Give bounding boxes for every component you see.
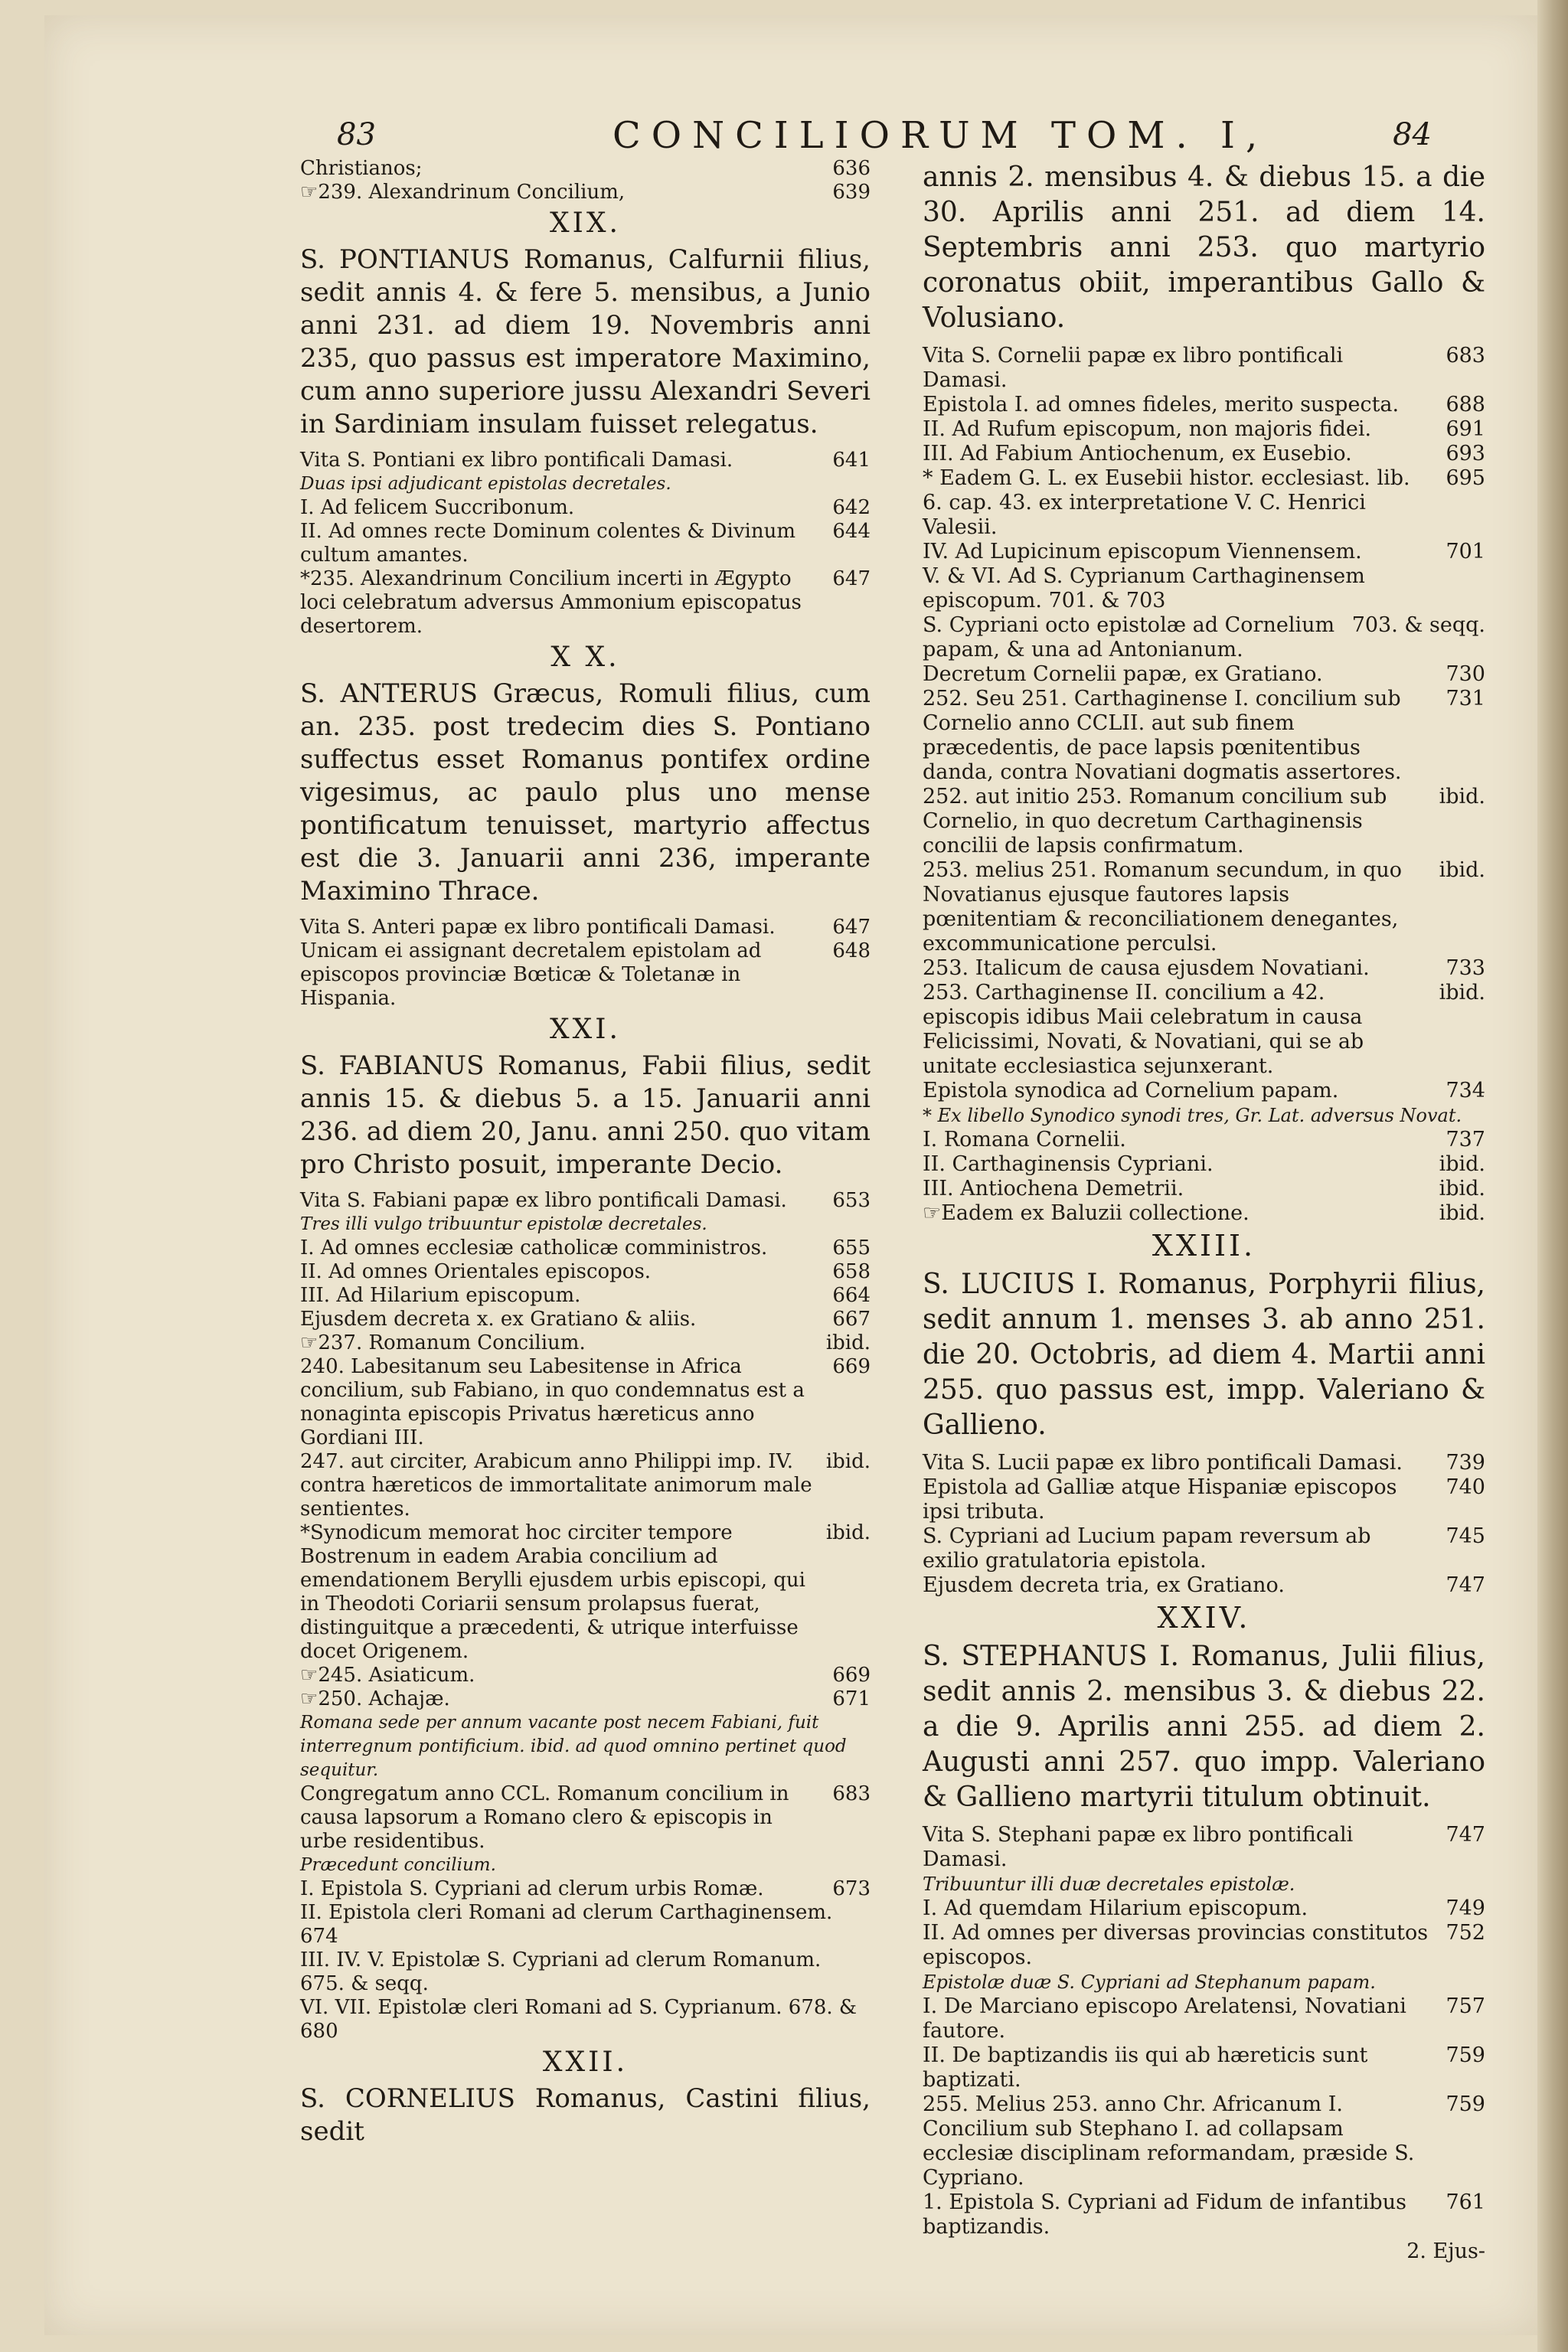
index-entry (923, 981, 1485, 1079)
entry-page-number: ibid. (825, 1331, 871, 1354)
entry-page-number: 671 (832, 1687, 871, 1710)
entry-page-number: ibid. (1439, 785, 1485, 808)
entry-page-number: 740 (1446, 1475, 1485, 1499)
index-entry (923, 956, 1485, 981)
entry-text: 1. Epistola S. Cypriani ad Fidum de infantibus baptizandis. (923, 2190, 1406, 2239)
entry-page-number: 733 (1446, 956, 1485, 980)
entry-page-number: 683 (832, 1782, 871, 1805)
index-entry (300, 1355, 871, 1450)
page-number-left: 83 (337, 117, 376, 152)
entry-page-number: 664 (832, 1284, 871, 1307)
index-entry (923, 1524, 1485, 1573)
section-numeral: XXIII. (1152, 1229, 1256, 1263)
index-entry (300, 1996, 871, 2043)
entry-page-number: 734 (1446, 1079, 1485, 1102)
italic-note: Præcedunt concilium. (300, 1855, 496, 1875)
entry-text: Vita S. Fabiani papæ ex libro pontificali Damasi. (300, 1189, 787, 1212)
entry-text: ☞ 239. Alexandrinum Concilium, (300, 181, 820, 204)
entry-page-number: 673 (832, 1877, 871, 1900)
index-entry (300, 1521, 871, 1664)
entry-text: III. IV. V. Epistolæ S. Cypriani ad clerum Romanum. 675. & seqq. (300, 1949, 822, 1995)
index-entry (923, 1177, 1485, 1201)
index-entry (300, 939, 871, 1011)
italic-note: Duas ipsi adjudicant epistolas decretales. (300, 474, 671, 494)
index-entry (300, 520, 871, 567)
entry-text: Congregatum anno CCL. Romanum concilium in causa lapsorum a Romano clero & episcopis in urbe residentibus. (300, 1782, 789, 1853)
entry-page-number: 683 (1446, 344, 1485, 368)
index-entry (923, 2190, 1485, 2239)
index-entry (300, 1687, 871, 1711)
entry-page-number: 747 (1446, 1573, 1485, 1597)
index-entry (300, 1331, 871, 1355)
entry-text: II. De baptizandis iis qui ab hæreticis sunt baptizati. (923, 2043, 1368, 2092)
index-entry (923, 2043, 1485, 2092)
index-entry (923, 2092, 1485, 2190)
entry-text: Epistola I. ad omnes fideles, merito suspecta. (923, 393, 1400, 416)
index-entry (923, 662, 1485, 687)
pope-entry: annis 2. mensibus 4. & diebus 15. a die 30. Aprilis anni 251. ad diem 14. Septembris anni 253. quo martyrio coronatus obiit, imperantibus Gallo & Volusiano. (923, 162, 1485, 334)
index-entry (923, 687, 1485, 785)
pope-entry: S. ANTERUS Græcus, Romuli filius, cum an. 235. post tredecim dies S. Pontiano suffectus esset Romanus pontifex ordine vigesimus, ac paulo plus uno mense pontificatum tenuisset, martyrio affectus est die 3. Januarii anni 236, imperante Maximino Thrace. (300, 678, 871, 906)
entry-text: II. Epistola cleri Romani ad clerum Carthaginensem. 674 (300, 1901, 833, 1948)
entry-text: 253. melius 251. Romanum secundum, in quo Novatianus ejusque fautores lapsis pœnitentiam & reconciliationem denegantes, excommunicatione perculsi. (923, 858, 1403, 956)
index-entry (923, 785, 1485, 858)
index-entry (300, 1782, 871, 1854)
index-entry (300, 1877, 871, 1901)
index-entry (923, 1079, 1485, 1103)
entry-text: II. Ad omnes recte Dominum colentes & Divinum cultum amantes. (300, 520, 795, 567)
entry-text: I. Ad felicem Succribonum. (300, 496, 575, 519)
entry-page-number: ibid. (825, 1521, 871, 1544)
entry-text: Vita S. Stephani papæ ex libro pontificali Damasi. (923, 1823, 1354, 1871)
entry-page-number: 730 (1446, 662, 1485, 686)
entry-text: Vita S. Anteri papæ ex libro pontificali Damasi. (300, 916, 776, 939)
entry-text: Christianos; (300, 157, 423, 180)
entry-text: III. Ad Fabium Antiochenum, ex Eusebio. (923, 442, 1352, 466)
index-entry (923, 1921, 1485, 1970)
entry-text: Epistola synodica ad Cornelium papam. (923, 1079, 1339, 1102)
entry-text: Epistola ad Galliæ atque Hispaniæ episcopos ipsi tributa. (923, 1475, 1397, 1524)
entry-text: ☞ 237. Romanum Concilium. (300, 1331, 814, 1355)
entry-page-number: ibid. (1439, 1177, 1485, 1200)
entry-text: I. Ad omnes ecclesiæ catholicæ comministros. (300, 1236, 768, 1259)
entry-page-number: 759 (1446, 2043, 1485, 2067)
catchword: 2. Ejus- (1406, 2239, 1485, 2263)
index-entry (300, 567, 871, 639)
entry-page-number: 644 (832, 520, 871, 543)
entry-text: 252. Seu 251. Carthaginense I. concilium sub Cornelio anno CCLII. aut sub finem præcedentis, de pace lapsis pœnitentibus danda, contra Novatiani dogmatis assertores. (923, 687, 1402, 784)
index-entry (300, 1284, 871, 1308)
entry-page-number: 761 (1446, 2190, 1485, 2214)
running-title: CONCILIORUM TOM. I, (612, 114, 1269, 157)
page-number-right: 84 (1393, 117, 1432, 152)
entry-page-number: ibid. (1439, 1201, 1485, 1225)
entry-page-number: 731 (1446, 687, 1485, 710)
entry-page-number: ibid. (1439, 981, 1485, 1004)
entry-page-number: 752 (1446, 1921, 1485, 1945)
entry-page-number: 647 (832, 567, 871, 590)
pope-entry: S. FABIANUS Romanus, Fabii filius, sedit annis 15. & diebus 5. a 15. Januarii anni 236. ad diem 20, Janu. anni 250. quo vitam pro Christo posuit, imperante Decio. (300, 1050, 871, 1180)
entry-text: S. Cypriani ad Lucium papam reversum ab exilio gratulatoria epistola. (923, 1524, 1371, 1573)
entry-page-number: 669 (832, 1355, 871, 1378)
entry-page-number: 655 (832, 1236, 871, 1259)
entry-text: ☞ 245. Asiaticum. (300, 1664, 820, 1687)
entry-text: Decretum Cornelii papæ, ex Gratiano. (923, 662, 1323, 686)
entry-text: Unicam ei assignant decretalem epistolam ad episcopos provinciæ Bœticæ & Toletanæ in Hispania. (300, 939, 762, 1010)
index-entry (300, 916, 871, 939)
pope-entry: S. STEPHANUS I. Romanus, Julii filius, sedit annis 2. mensibus 3. & diebus 22. a die 9. Aprilis anni 255. ad diem 2. Augusti anni 257. quo impp. Valeriano & Gallieno martyrii titulum obtinuit. (923, 1641, 1485, 1813)
entry-text: 247. aut circiter, Arabicum anno Philippi imp. IV. contra hæreticos de immortalitate animorum male sentientes. (300, 1450, 812, 1521)
section-numeral: X X. (550, 642, 620, 673)
entry-text: Ejusdem decreta x. ex Gratiano & aliis. (300, 1308, 697, 1331)
index-entry (923, 417, 1485, 442)
index-entry (923, 1573, 1485, 1598)
section-numeral: XXII. (542, 2047, 629, 2078)
index-entry (923, 1128, 1485, 1152)
entry-text: II. Ad omnes Orientales episcopos. (300, 1260, 652, 1283)
pope-entry: S. CORNELIUS Romanus, Castini filius, sedit (300, 2083, 871, 2147)
index-entry (300, 181, 871, 204)
index-entry (923, 1994, 1485, 2043)
entry-text: II. Carthaginensis Cypriani. (923, 1152, 1214, 1176)
entry-page-number: 701 (1446, 540, 1485, 564)
index-entry (923, 393, 1485, 417)
entry-text: V. & VI. Ad S. Cyprianum Carthaginensem episcopum. 701. & 703 (923, 564, 1365, 612)
index-entry (923, 1451, 1485, 1475)
index-entry (923, 1201, 1485, 1226)
entry-text: ☞ 250. Achajæ. (300, 1687, 820, 1711)
entry-page-number: 658 (832, 1260, 871, 1283)
entry-page-number: 647 (832, 916, 871, 939)
entry-text: 253. Carthaginense II. concilium a 42. episcopis idibus Maii celebratum in causa Felicissimi, Novati, & Novatiani, qui se ab unitate ecclesiastica sejunxerant. (923, 981, 1364, 1078)
entry-page-number: 693 (1446, 442, 1485, 466)
index-entry (300, 1949, 871, 1996)
entry-page-number: 667 (832, 1308, 871, 1331)
entry-text: I. Ad quemdam Hilarium episcopum. (923, 1896, 1308, 1920)
entry-text: Vita S. Lucii papæ ex libro pontificali Damasi. (923, 1451, 1403, 1475)
entry-page-number: 745 (1446, 1524, 1485, 1548)
right-column (923, 157, 1485, 2264)
entry-text: *235. Alexandrinum Concilium incerti in Ægypto loci celebratum adversus Ammonium episcopatus desertorem. (300, 567, 802, 638)
index-entry (300, 496, 871, 520)
entry-page-number: 639 (832, 181, 871, 204)
entry-text: *Synodicum memorat hoc circiter tempore Bostrenum in eadem Arabia concilium ad emendationem Berylli ejusdem urbis episcopi, qui in Theodoti Coriarii sensum prolapsus fuerat, distinguitque a præcedenti, & utrique interfuisse docet Origenem. (300, 1521, 805, 1663)
entry-page-number: 642 (832, 496, 871, 519)
entry-page-number: 688 (1446, 393, 1485, 416)
entry-text: II. Ad omnes per diversas provincias constitutos episcopos. (923, 1921, 1429, 1969)
entry-text: IV. Ad Lupicinum episcopum Viennensem. (923, 540, 1362, 564)
index-entry (300, 1901, 871, 1949)
italic-note: Tres illi vulgo tribuuntur epistolæ decretales. (300, 1214, 707, 1234)
entry-text: III. Ad Hilarium episcopum. (300, 1284, 581, 1307)
index-entry (923, 1896, 1485, 1921)
entry-text: S. Cypriani octo epistolæ ad Cornelium papam, & una ad Antonianum. (923, 613, 1335, 662)
entry-page-number: 703. & seqq. (1351, 613, 1485, 637)
entry-page-number: 648 (832, 939, 871, 962)
entry-text: VI. VII. Epistolæ cleri Romani ad S. Cyprianum. 678. & 680 (300, 1996, 858, 2043)
entry-text: 240. Labesitanum seu Labesitense in Africa concilium, sub Fabiano, in quo condemnatus est a nonaginta episcopis Privatus hæreticus anno Gordiani III. (300, 1355, 805, 1449)
entry-page-number: 669 (832, 1664, 871, 1687)
index-entry (923, 540, 1485, 564)
entry-page-number: 636 (832, 157, 871, 180)
italic-note: * Ex libello Synodico synodi tres, Gr. Lat. adversus Novat. (923, 1105, 1462, 1126)
entry-page-number: 653 (832, 1189, 871, 1212)
index-entry (923, 442, 1485, 466)
index-entry (923, 1475, 1485, 1524)
entry-text: I. Epistola S. Cypriani ad clerum urbis Romæ. (300, 1877, 764, 1900)
entry-page-number: 641 (832, 449, 871, 472)
pope-entry: S. PONTIANUS Romanus, Calfurnii filius, sedit annis 4. & fere 5. mensibus, a Junio anni 231. ad diem 19. Novembris anni 235, quo passus est imperatore Maximino, cum anno superiore jussu Alexandri Severi in Sardiniam insulam fuisset relegatus. (300, 244, 871, 439)
index-entry (300, 1236, 871, 1260)
section-numeral: XIX. (550, 207, 621, 239)
index-entry (923, 858, 1485, 956)
entry-page-number: ibid. (1439, 858, 1485, 882)
index-entry (923, 344, 1485, 393)
entry-text: III. Antiochena Demetrii. (923, 1177, 1184, 1200)
entry-text: I. De Marciano episcopo Arelatensi, Novatiani fautore. (923, 1994, 1406, 2043)
index-entry (300, 1450, 871, 1521)
entry-text: Vita S. Pontiani ex libro pontificali Damasi. (300, 449, 733, 472)
section-numeral: XXI. (550, 1014, 621, 1045)
entry-text: 255. Melius 253. anno Chr. Africanum I. Concilium sub Stephano I. ad collapsam ecclesiæ disciplinam reformandam, præside S. Cypriano. (923, 2092, 1415, 2190)
index-entry (300, 1189, 871, 1213)
index-entry (300, 157, 871, 181)
entry-page-number: ibid. (825, 1450, 871, 1473)
entry-text: Vita S. Cornelii papæ ex libro pontificali Damasi. (923, 344, 1344, 392)
entry-page-number: 737 (1446, 1128, 1485, 1152)
book-spine (1537, 0, 1568, 2352)
index-entry (923, 613, 1485, 662)
index-entry (300, 1260, 871, 1284)
entry-text: ☞ Eadem ex Baluzii collectione. (923, 1201, 1427, 1226)
index-entry (300, 1308, 871, 1331)
entry-text: * Eadem G. L. ex Eusebii histor. ecclesiast. lib. 6. cap. 43. ex interpretatione V. C. Henrici Valesii. (923, 466, 1410, 539)
entry-page-number: 695 (1446, 466, 1485, 490)
entry-text: I. Romana Cornelii. (923, 1128, 1126, 1152)
entry-page-number: 691 (1446, 417, 1485, 441)
entry-page-number: 757 (1446, 1994, 1485, 2018)
italic-note: Romana sede per annum vacante post necem Fabiani, fuit interregnum pontificium. ibid. ad quod omnino pertinet quod sequitur. (300, 1713, 847, 1780)
entry-text: 253. Italicum de causa ejusdem Novatiani. (923, 956, 1370, 980)
index-entry (923, 564, 1485, 613)
index-entry (300, 449, 871, 472)
entry-page-number: 747 (1446, 1823, 1485, 1847)
pope-entry: S. LUCIUS I. Romanus, Porphyrii filius, sedit annum 1. menses 3. ab anno 251. die 20. Octobris, ad diem 4. Martii anni 255. quo passus est, impp. Valeriano & Gallieno. (923, 1269, 1485, 1441)
index-entry (923, 1152, 1485, 1177)
entry-page-number: 759 (1446, 2092, 1485, 2116)
index-entry (923, 1823, 1485, 1872)
entry-page-number: ibid. (1439, 1152, 1485, 1176)
italic-note: Epistolæ duæ S. Cypriani ad Stephanum papam. (923, 1971, 1376, 1993)
italic-note: Tribuuntur illi duæ decretales epistolæ. (923, 1873, 1295, 1895)
index-entry (300, 1664, 871, 1687)
index-entry (923, 466, 1485, 540)
entry-text: Ejusdem decreta tria, ex Gratiano. (923, 1573, 1285, 1597)
entry-text: II. Ad Rufum episcopum, non majoris fidei. (923, 417, 1372, 441)
entry-text: 252. aut initio 253. Romanum concilium sub Cornelio, in quo decretum Carthaginensis concilii de lapsis confirmatum. (923, 785, 1387, 858)
entry-page-number: 749 (1446, 1896, 1485, 1920)
entry-page-number: 739 (1446, 1451, 1485, 1475)
left-column (300, 157, 871, 2156)
section-numeral: XXIV. (1157, 1601, 1251, 1635)
